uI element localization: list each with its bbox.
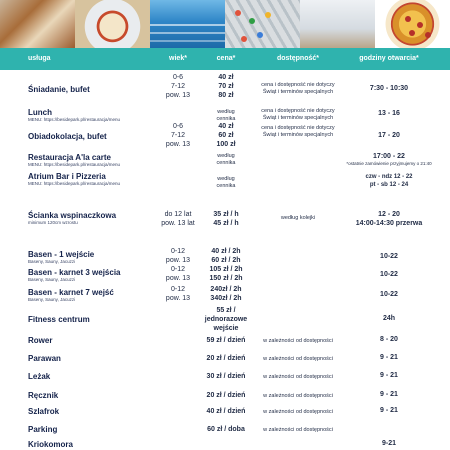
service-price: 105 zł / 2h 150 zł / 2h [209,266,243,282]
service-hours: czw - ndz 12 - 22 pt - sb 12 - 24 [365,174,413,188]
service-price: 30 zł / dzień [206,373,246,380]
service-price: według cennika [216,176,236,189]
service-price: 55 zł / jednorazowe wejście [204,307,248,332]
service-name: Kriokomora [28,440,73,449]
service-name: Basen - karnet 3 wejścia [28,268,121,277]
service-name: Lunch [28,108,52,117]
service-price: 40 zł 60 zł 100 zł [216,123,236,148]
service-availability: w zależności od dostępności [263,356,333,362]
service-price: 59 zł / dzień [206,337,246,344]
service-name: Obiadokolacja, bufet [28,132,107,141]
service-name: Fitness centrum [28,315,90,324]
service-price: według cennika [216,109,236,122]
service-hours: 9 - 21 [380,354,398,361]
service-availability: w zależności od dostępności [263,393,333,399]
service-price: 20 zł / dzień [206,392,246,399]
service-availability: cena i dostępność nie dotyczy Świąt i terminów specjalnych [261,108,335,121]
service-note: Baseny, Sauny, Jacuzzi [28,297,76,302]
service-age: 0-12 pow. 13 [165,248,191,264]
service-availability: w zależności od dostępności [263,374,333,380]
service-name: Restauracja A'la carte [28,153,111,162]
service-name: Ręcznik [28,391,59,400]
photo-strip [0,0,450,48]
service-name: Parawan [28,354,61,363]
service-hours: 9 - 21 [380,407,398,414]
service-age: 0-12 pow. 13 [165,266,191,282]
service-price: 20 zł / dzień [206,355,246,362]
service-hours: 7:30 - 10:30 [369,85,409,92]
header-godziny: godziny otwarcia* [359,55,419,62]
service-availability: według kolejki [280,215,316,221]
service-price: według cennika [216,153,236,166]
service-price: 35 zł / h 45 zł / h [213,211,239,227]
service-price: 240zł / 2h 340zł / 2h [210,286,242,302]
service-hours: 12 - 20 14:00-14:30 przerwa [355,211,423,227]
service-name: Szlafrok [28,407,60,416]
service-name: Basen - 1 wejście [28,250,95,259]
service-price: 40 zł 70 zł 80 zł [218,74,234,99]
photo-spa-room [300,0,375,48]
header-cena: cena* [216,55,236,62]
service-availability: w zależności od dostępności [263,409,333,415]
service-hours: 17:00 - 22 [373,153,405,160]
service-hours: 9 - 21 [380,372,398,379]
service-age: do 12 lat pow. 13 lat [161,211,195,227]
service-hours: 9 - 21 [380,391,398,398]
service-age: 0-12 pow. 13 [165,286,191,302]
service-note: Baseny, Sauny, Jacuzzi [28,277,76,282]
photo-pool [150,0,225,48]
service-age: 0-6 7-12 pow. 13 [165,74,191,99]
service-hours: 10-22 [380,291,398,298]
photo-plated-dish [75,0,150,48]
service-name: Atrium Bar i Pizzeria [28,172,106,181]
photo-pizza [375,0,450,48]
service-hours: 13 - 16 [378,110,400,117]
service-note: MENU: https://besidepark.pl/restauracja/menu [28,162,121,167]
photo-climbing-wall [225,0,300,48]
service-hours: 9-21 [381,440,396,447]
service-name: Basen - karnet 7 wejść [28,288,114,297]
service-name: Ścianka wspinaczkowa [28,211,117,220]
service-note: minimum 120cm wzrostu [28,220,78,225]
service-hours: 17 - 20 [378,132,400,139]
service-price: 40 zł / dzień [206,408,246,415]
service-availability: cena i dostępność nie dotyczy Świąt i terminów specjalnych [261,82,335,95]
service-age: 0-6 7-12 pow. 13 [165,123,191,148]
service-name: Parking [28,425,58,434]
header-wiek: wiek* [169,55,187,62]
photo-buffet [0,0,75,48]
service-note: MENU: https://besidepark.pl/restauracja/menu [28,181,121,186]
header-dostepnosc: dostępność* [276,55,319,62]
service-price: 40 zł / 2h 60 zł / 2h [211,248,241,264]
header-usluga: usługa [28,55,51,62]
service-hours: 10-22 [380,253,398,260]
service-price: 60 zł / doba [207,426,245,433]
service-note: MENU: https://besidepark.pl/restauracja/menu [28,117,121,122]
service-availability: w zależności od dostępności [263,427,333,433]
service-hours-note: *ostatnie zamówienie przyjmujemy o 21:40 [346,161,432,166]
service-name: Leżak [28,372,51,381]
service-hours: 24h [382,315,396,322]
service-name: Śniadanie, bufet [28,85,90,94]
service-note: Baseny, Sauny, Jacuzzi [28,259,76,264]
table-header [0,48,450,70]
service-hours: 10-22 [380,271,398,278]
service-availability: cena i dostępność nie dotyczy Świąt i terminów specjalnych [261,125,335,138]
service-availability: w zależności od dostępności [263,338,333,344]
service-name: Rower [28,336,53,345]
service-hours: 8 - 20 [380,336,398,343]
